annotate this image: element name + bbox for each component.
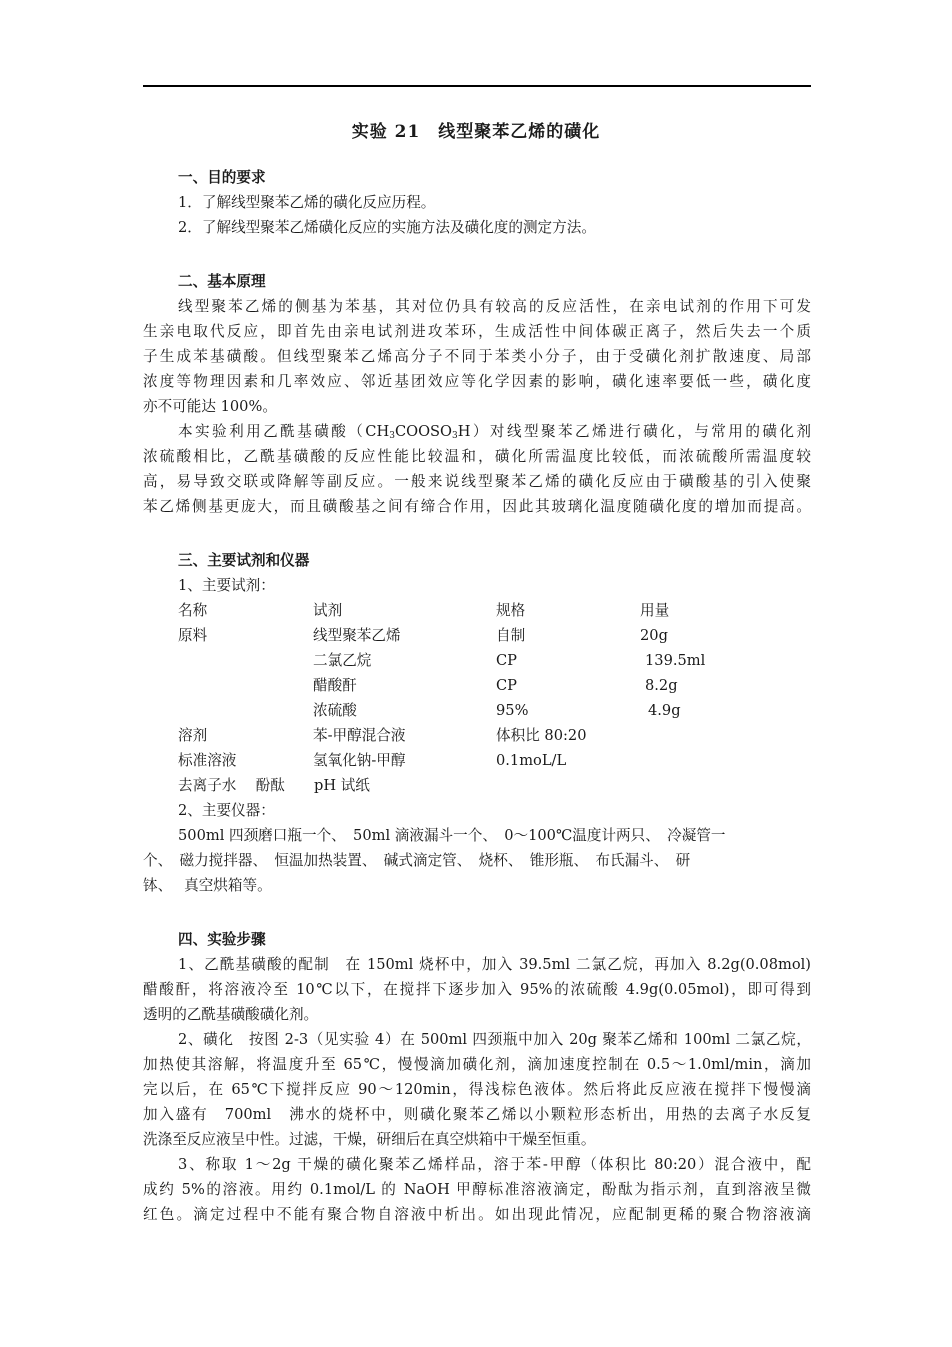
paragraph-line: 透明的乙酰基磺酸磺化剂。 [143, 1006, 319, 1023]
cell: 线型聚苯乙烯 [313, 627, 401, 644]
cell: 0.1moL/L [496, 752, 567, 769]
col-reagent: 试剂 [313, 602, 343, 619]
paragraph-line: 成约 5%的溶液。用约 0.1mol/L 的 NaOH 甲醇标准溶液滴定，酚酞为指示剂，直到溶液呈微 [143, 1181, 811, 1198]
paragraph-line-formula: 本实验利用乙酰基磺酸$(CH_3COOSO_3H)$对线型聚苯乙烯进行磺化，与常用的磺化剂 [178, 423, 811, 441]
cell: 95% [496, 702, 529, 719]
table-row [143, 698, 811, 723]
cell: 标准溶液 [178, 752, 237, 769]
cell: 浓硫酸 [313, 702, 357, 719]
table-row [143, 648, 811, 673]
col-name: 名称 [178, 602, 208, 619]
paragraph-line: 醋酸酐，将溶液冷至 10℃以下，在搅拌下逐步加入 95%的浓硫酸 4.9g(0.05mol)，即可得到 [143, 981, 811, 998]
reagent-table-header [143, 598, 811, 623]
subheading-instruments: 2、主要仪器： [178, 802, 275, 819]
cell: 20g [640, 627, 668, 644]
cell: 体积比 80:20 [496, 727, 587, 744]
paragraph-line: 浓度等物理因素和几率效应、邻近基团效应等化学因素的影响，磺化速率要低一些，磺化度 [143, 373, 811, 390]
cell: 原料 [178, 627, 208, 644]
paragraph-line: 洗涤至反应液呈中性。过滤，干燥，研细后在真空烘箱中干燥至恒重。 [143, 1131, 596, 1148]
cell: 8.2g [645, 677, 678, 694]
paragraph-line: 线型聚苯乙烯的侧基为苯基，其对位仍具有较高的反应活性，在亲电试剂的作用下可发 [178, 298, 811, 315]
cell: 139.5ml [645, 652, 706, 669]
cell: 4.9g [648, 702, 681, 719]
table-row [143, 673, 811, 698]
table-row [143, 623, 811, 648]
header-rule [143, 85, 811, 87]
col-spec: 规格 [496, 602, 526, 619]
section-heading-procedure: 四、实验步骤 [178, 931, 266, 948]
cell: 自制 [496, 627, 526, 644]
paragraph-line: 500ml 四颈磨口瓶一个、 50ml 滴液漏斗一个、 0～100℃温度计两只、 冷凝管一 [178, 827, 726, 844]
paragraph-line: 加热使其溶解，将温度升至 65℃，慢慢滴加磺化剂，滴加速度控制在 0.5～1.0ml/min，滴加 [143, 1056, 811, 1073]
paragraph-line: 红色。滴定过程中不能有聚合物自溶液中析出。如出现此情况，应配制更稀的聚合物溶液滴 [143, 1206, 811, 1223]
table-row [143, 723, 811, 748]
cell: 苯-甲醇混合液 [313, 727, 406, 744]
section-heading-aims: 一、目的要求 [178, 169, 266, 186]
cell: 氢氧化钠-甲醇 [313, 752, 406, 769]
paragraph-line: 子生成苯基磺酸。但线型聚苯乙烯高分子不同于苯类小分子，由于受磺化剂扩散速度、局部 [143, 348, 811, 365]
section-heading-principle: 二、基本原理 [178, 273, 266, 290]
paragraph-line: 3、称取 1～2g 干燥的磺化聚苯乙烯样品，溶于苯-甲醇（体积比 80:20）混合液中，配 [178, 1156, 811, 1173]
paragraph-line: 生亲电取代反应，即首先由亲电试剂进攻苯环，生成活性中间体碳正离子，然后失去一个质 [143, 323, 811, 340]
extra-reagents: 去离子水 酚酞 pH 试纸 [178, 777, 370, 794]
list-item: 1．了解线型聚苯乙烯的磺化反应历程。 [178, 194, 436, 211]
paragraph-line: 高，易导致交联或降解等副反应。一般来说线型聚苯乙烯的磺化反应由于磺酸基的引入使聚 [143, 473, 811, 490]
cell: CP [496, 677, 517, 694]
list-item: 2．了解线型聚苯乙烯磺化反应的实施方法及磺化度的测定方法。 [178, 219, 596, 236]
paragraph-line: 个、 磁力搅拌器、 恒温加热装置、 碱式滴定管、 烧杯、 锥形瓶、 布氏漏斗、 研 [143, 852, 691, 869]
paragraph-line: 加入盛有 700ml 沸水的烧杯中，则磺化聚苯乙烯以小颗粒形态析出，用热的去离子水反复 [143, 1106, 811, 1123]
cell: CP [496, 652, 517, 669]
paragraph-line: 完以后，在 65℃下搅拌反应 90～120min，得浅棕色液体。然后将此反应液在搅拌下慢慢滴 [143, 1081, 811, 1098]
paragraph-line: 亦不可能达 100%。 [143, 398, 277, 415]
cell: 溶剂 [178, 727, 208, 744]
cell: 醋酸酐 [313, 677, 357, 694]
section-heading-reagents: 三、主要试剂和仪器 [178, 552, 310, 569]
paragraph-line: 苯乙烯侧基更庞大，而且磺酸基之间有缔合作用，因此其玻璃化温度随磺化度的增加而提高。 [143, 498, 811, 515]
table-row [143, 748, 811, 773]
col-amount: 用量 [640, 602, 670, 619]
paragraph-line: 2、磺化 按图 2-3（见实验 4）在 500ml 四颈瓶中加入 20g 聚苯乙烯和 100ml 二氯乙烷， [178, 1031, 811, 1048]
page-title: 实验 21 线型聚苯乙烯的磺化 [351, 122, 601, 142]
paragraph-line: 1、乙酰基磺酸的配制 在 150ml 烧杯中，加入 39.5ml 二氯乙烷，再加入 8.2g(0.08mol) [178, 956, 811, 973]
cell: 二氯乙烷 [313, 652, 372, 669]
paragraph-line: 浓硫酸相比，乙酰基磺酸的反应性能比较温和，磺化所需温度比较低，而浓硫酸所需温度较 [143, 448, 811, 465]
paragraph-line: 钵、 真空烘箱等。 [143, 877, 272, 894]
document-body [143, 165, 811, 1227]
subheading-reagents: 1、主要试剂： [178, 577, 275, 594]
